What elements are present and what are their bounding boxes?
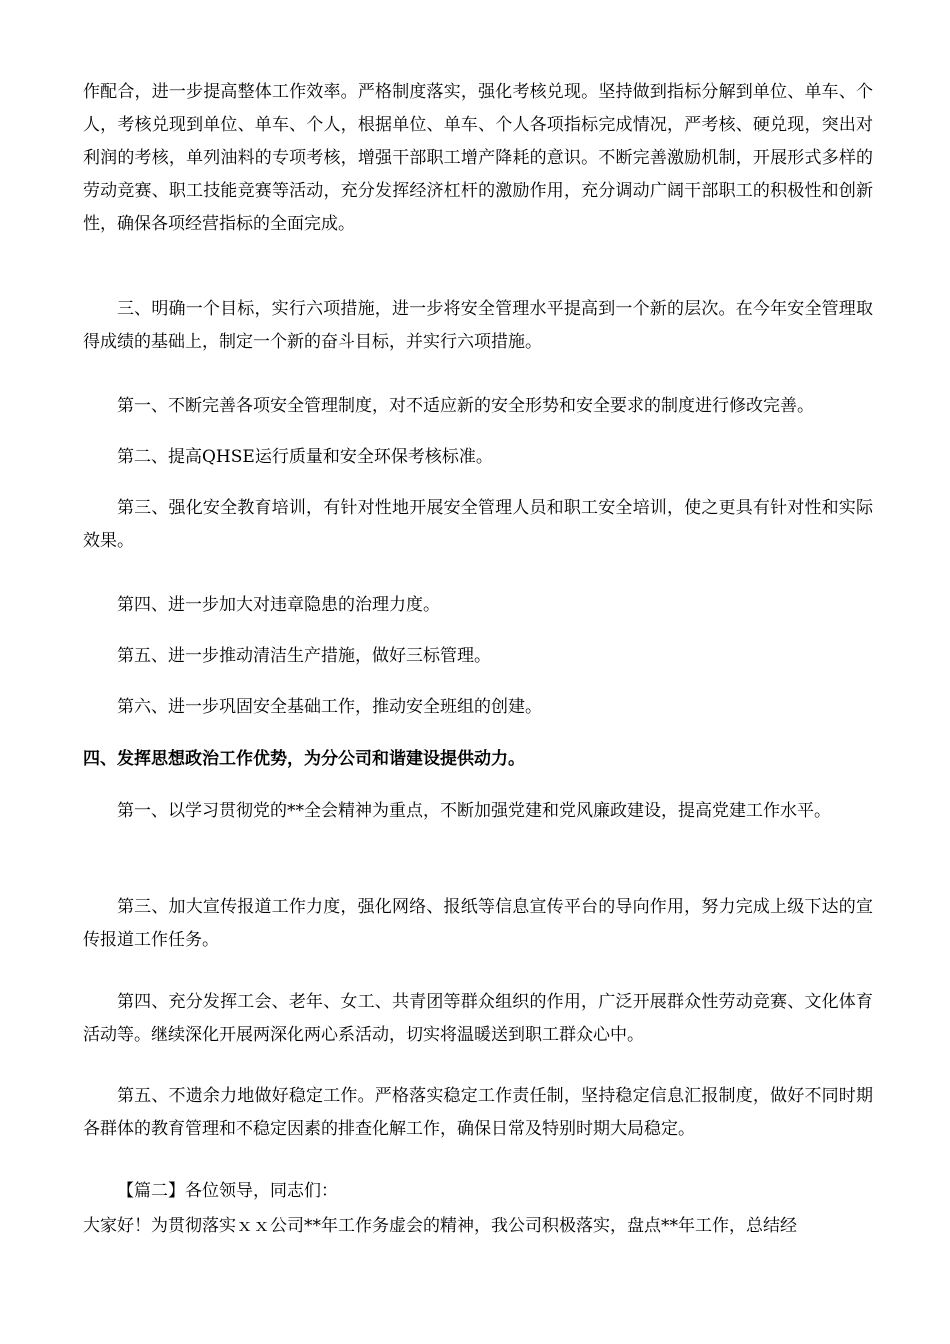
paragraph-mass-organizations: 第四、充分发挥工会、老年、女工、共青团等群众组织的作用，广泛开展群众性劳动竞赛、文化体育活动等。继续深化开展两深化两心系活动，切实将温暖送到职工群众心中。 [83, 992, 873, 1045]
paragraph-measure-3: 第三、强化安全教育培训，有针对性地开展安全管理人员和职工安全培训，使之更具有针对性和实际效果。 [83, 498, 873, 551]
paragraph-publicity: 第三、加大宣传报道工作力度，强化网络、报纸等信息宣传平台的导向作用，努力完成上级下达的宣传报道工作任务。 [83, 897, 873, 950]
part-two-greeting: 【篇二】各位领导，同志们： [117, 1181, 338, 1201]
part-two-opening: 大家好！为贯彻落实ｘｘ公司**年工作务虚会的精神，我公司积极落实，盘点**年工作，总结经 [83, 1216, 797, 1236]
paragraph-measure-4: 第四、进一步加大对违章隐患的治理力度。 [117, 595, 440, 615]
paragraph-party-building: 第一、以学习贯彻党的**全会精神为重点，不断加强党建和党风廉政建设，提高党建工作水平。 [117, 801, 831, 821]
paragraph-measure-2: 第二、提高QHSE运行质量和安全环保考核标准。 [117, 447, 493, 467]
paragraph-incentive-mechanism: 作配合，进一步提高整体工作效率。严格制度落实，强化考核兑现。坚持做到指标分解到单位、单车、个人，考核兑现到单位、单车、个人，根据单位、单车、个人各项指标完成情况，严考核、硬兑现，突出对利润的考核，单列油料的专项考核，增强干部职工增产降耗的意识。不断完善激励机制，开展形式多样的劳动竞赛、职工技能竞赛等活动，充分发挥经济杠杆的激励作用，充分调动广阔干部职工的积极性和创新性，确保各项经营指标的全面完成。 [83, 82, 873, 234]
paragraph-stability: 第五、不遗余力地做好稳定工作。严格落实稳定工作责任制，坚持稳定信息汇报制度，做好不同时期各群体的教育管理和不稳定因素的排查化解工作，确保日常及特别时期大局稳定。 [83, 1086, 873, 1139]
paragraph-measure-6: 第六、进一步巩固安全基础工作，推动安全班组的创建。 [117, 697, 542, 717]
paragraph-measure-1: 第一、不断完善各项安全管理制度，对不适应新的安全形势和安全要求的制度进行修改完善。 [117, 396, 814, 416]
paragraph-measure-5: 第五、进一步推动清洁生产措施，做好三标管理。 [117, 646, 491, 666]
section-heading-four: 四、发挥思想政治工作优势，为分公司和谐建设提供动力。 [83, 749, 525, 769]
paragraph-safety-goal: 三、明确一个目标，实行六项措施，进一步将安全管理水平提高到一个新的层次。在今年安全管理取得成绩的基础上，制定一个新的奋斗目标，并实行六项措施。 [83, 299, 873, 352]
